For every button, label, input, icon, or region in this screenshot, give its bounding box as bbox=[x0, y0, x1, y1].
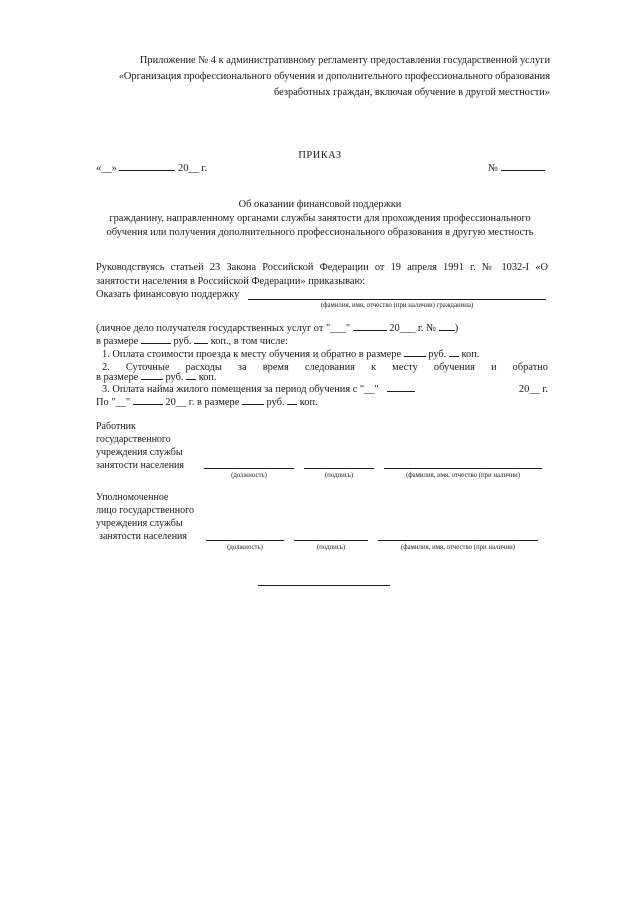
item-3-month-blank bbox=[387, 390, 415, 392]
sig1-position-line bbox=[204, 468, 294, 469]
support-caption: (фамилия, имя, отчество (при наличии) гражданина) bbox=[320, 302, 474, 309]
subject-line-3: обучения или получения дополнительного профессионального образования в другую местность bbox=[106, 227, 534, 238]
sig1-line-1: Работник bbox=[96, 421, 136, 432]
order-date bbox=[96, 163, 207, 174]
item-3-text: 3. Оплата найма жилого помещения за период обучения с "__" bbox=[102, 384, 379, 395]
case-line bbox=[96, 323, 458, 334]
item-3-rub-blank bbox=[242, 403, 264, 405]
appendix-line-2: «Организация профессионального обучения и дополнительного профессионального образования bbox=[118, 71, 550, 82]
support-name-line bbox=[248, 299, 546, 300]
item-2-line-2 bbox=[96, 372, 217, 383]
item-3-line-1 bbox=[102, 384, 415, 395]
item-2-prefix: в размере bbox=[96, 372, 139, 383]
sig2-cap-name: (фамилия, имя, отчество (при наличии) bbox=[400, 544, 516, 551]
sig2-line-2: лицо государственного bbox=[96, 505, 194, 516]
amount-prefix: в размере bbox=[96, 336, 139, 347]
appendix-line-1: Приложение № 4 к административному регламенту предоставления государственной услуги bbox=[139, 55, 550, 66]
order-date-month-blank bbox=[119, 169, 175, 171]
sig2-line-1: Уполномоченное bbox=[96, 492, 169, 503]
amount-kop: коп., в том числе: bbox=[210, 336, 288, 347]
item-2-line-1: 2. Суточные расходы за время следования к месту обучения и обратно bbox=[102, 362, 548, 373]
item-1-rub: руб. bbox=[428, 349, 447, 360]
sig2-line-4: занятости населения bbox=[99, 531, 188, 542]
case-number-blank bbox=[439, 329, 455, 331]
item-1-kop-blank bbox=[449, 355, 459, 357]
sig2-signature-line bbox=[294, 540, 368, 541]
order-number-blank bbox=[501, 169, 545, 171]
closing-separator bbox=[258, 585, 390, 586]
order-date-year: 20__ г. bbox=[178, 163, 208, 174]
amount-rub: руб. bbox=[173, 336, 192, 347]
item-1-rub-blank bbox=[404, 355, 426, 357]
sig2-position-line bbox=[206, 540, 284, 541]
case-suffix: ) bbox=[454, 323, 459, 334]
item-1-kop: коп. bbox=[461, 349, 480, 360]
item-2-rub-blank bbox=[141, 378, 163, 380]
item-2-kop: коп. bbox=[198, 372, 217, 383]
sig1-line-4: занятости населения bbox=[96, 460, 185, 471]
item-3-kop-blank bbox=[287, 403, 297, 405]
item-3-rub: руб. bbox=[266, 397, 285, 408]
amount-kop-blank bbox=[194, 342, 208, 344]
order-number-label: № bbox=[488, 163, 498, 174]
sig1-line-2: государственного bbox=[96, 434, 171, 445]
amount-line bbox=[96, 336, 288, 347]
sig1-cap-name: (фамилия, имя, отчество (при наличии) bbox=[405, 472, 521, 479]
item-3-year: 20__ г. bbox=[518, 384, 548, 395]
order-date-day: «__» bbox=[96, 163, 117, 174]
support-label: Оказать финансовую поддержку bbox=[96, 289, 240, 300]
item-3-line-2 bbox=[96, 397, 318, 408]
appendix-line-3: безработных граждан, включая обучение в другой местности» bbox=[273, 87, 550, 98]
item-3-year2: 20__ г. в размере bbox=[165, 397, 240, 408]
item-1-prefix: 1. Оплата стоимости проезда к месту обучения и обратно в размере bbox=[102, 349, 402, 360]
item-2-kop-blank bbox=[186, 378, 196, 380]
sig2-line-3: учреждения службы bbox=[96, 518, 183, 529]
body-line-1: Руководствуясь статьей 23 Закона Российской Федерации от 19 апреля 1991 г. № 1032-I «О bbox=[96, 262, 548, 273]
item-3-by: По "__" bbox=[96, 397, 131, 408]
item-3-kop: коп. bbox=[299, 397, 318, 408]
sig2-cap-signature: (подпись) bbox=[316, 544, 346, 551]
sig1-cap-signature: (подпись) bbox=[324, 472, 354, 479]
sig2-name-line bbox=[378, 540, 538, 541]
order-title: ПРИКАЗ bbox=[298, 150, 342, 161]
case-month-blank bbox=[353, 329, 387, 331]
sig1-name-line bbox=[384, 468, 542, 469]
order-number bbox=[488, 163, 545, 174]
sig1-line-3: учреждения службы bbox=[96, 447, 183, 458]
subject-line-1: Об оказании финансовой поддержки bbox=[238, 199, 402, 210]
sig1-signature-line bbox=[304, 468, 374, 469]
item-1 bbox=[102, 349, 479, 360]
item-3-month2-blank bbox=[133, 403, 163, 405]
item-2-rub: руб. bbox=[165, 372, 184, 383]
amount-rub-blank bbox=[141, 342, 171, 344]
case-prefix: (личное дело получателя государственных услуг от "___" bbox=[96, 323, 351, 334]
subject-line-2: гражданину, направленному органами службы занятости для прохождения профессионального bbox=[109, 213, 531, 224]
sig2-cap-position: (должность) bbox=[227, 544, 263, 551]
case-year: 20___ г. № bbox=[389, 323, 437, 334]
sig1-cap-position: (должность) bbox=[231, 472, 267, 479]
body-line-2: занятости населения в Российской Федерации» приказываю: bbox=[96, 276, 366, 287]
